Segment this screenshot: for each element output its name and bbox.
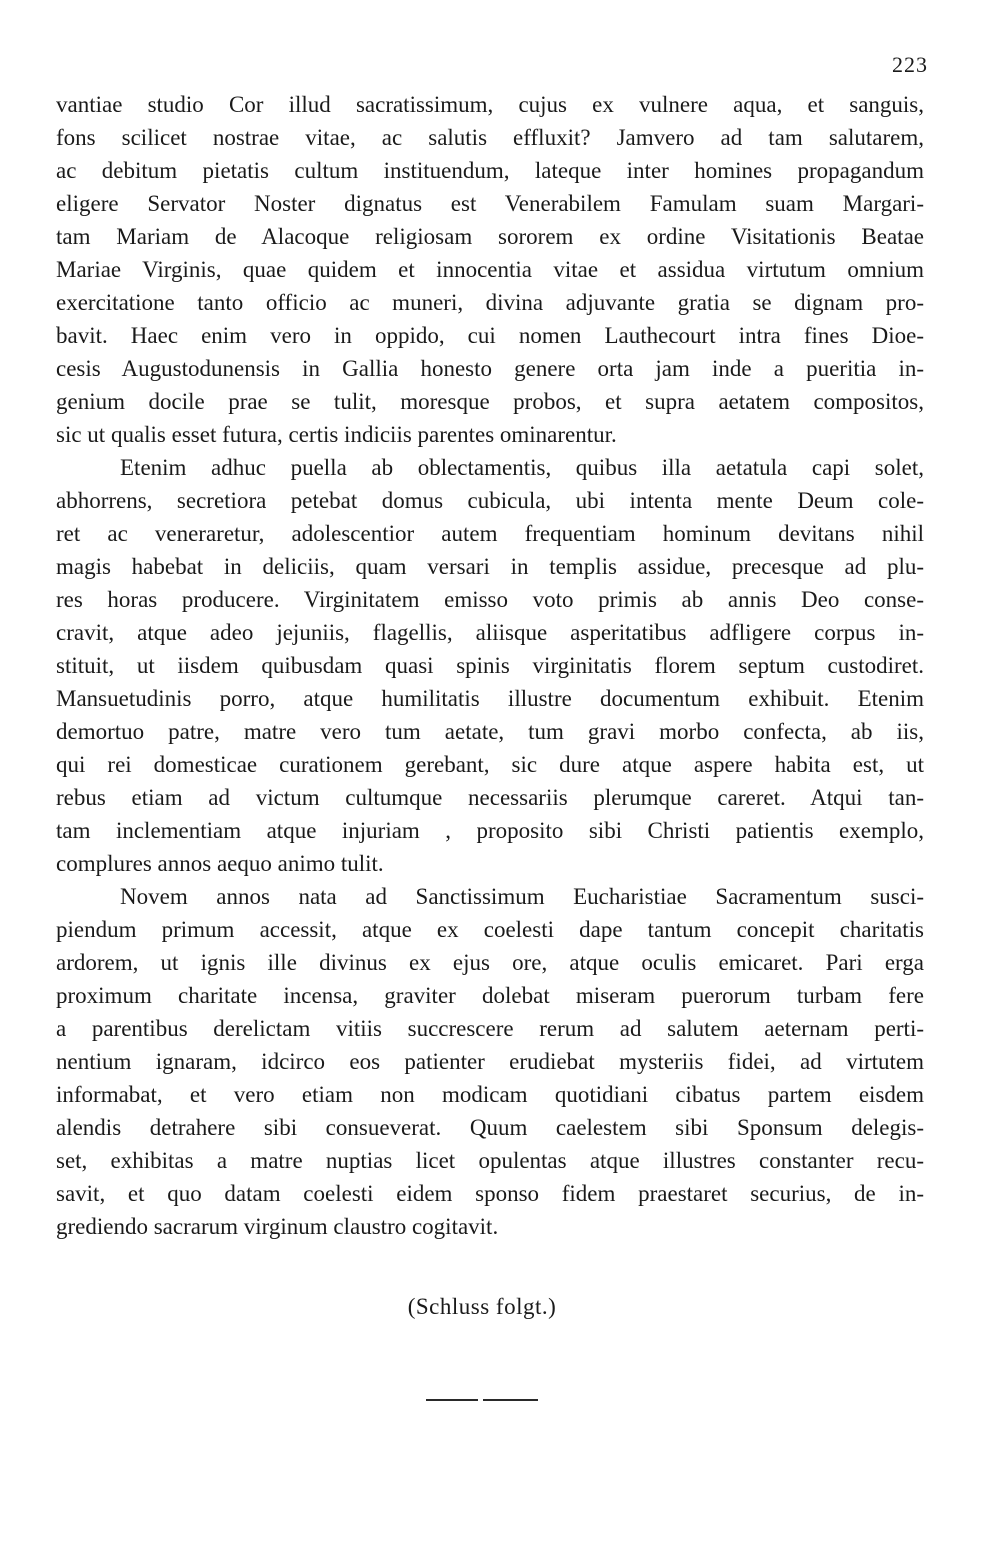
text-line: nentium ignaram, idcirco eos patienter erudiebat mysteriis fidei, ad virtutem [56,1049,924,1074]
text-line: ret ac veneraretur, adolescentior autem frequentiam hominum devitans nihil [56,521,924,546]
paragraph [56,880,924,1243]
text-line: Mansuetudinis porro, atque humilitatis illustre documentum exhibuit. Etenim [56,686,924,711]
text-line: bavit. Haec enim vero in oppido, cui nomen Lauthecourt intra fines Dioe- [56,323,924,348]
text-line: res horas producere. Virginitatem emisso voto primis ab annis Deo conse- [56,587,924,612]
text-line: abhorrens, secretiora petebat domus cubicula, ubi intenta mente Deum cole- [56,488,924,513]
end-rule [426,1399,538,1401]
text-line: savit, et quo datam coelesti eidem sponso fidem praestaret securius, de in- [56,1181,924,1206]
text-line: tam inclementiam atque injuriam , proposito sibi Christi patientis exemplo, [56,818,924,843]
page-number: 223 [892,52,928,77]
text-line: alendis detrahere sibi consueverat. Quum caelestem sibi Sponsum delegis- [56,1115,924,1140]
text-line: a parentibus derelictam vitiis succrescere rerum ad salutem aeternam perti- [56,1016,924,1041]
text-line: eligere Servator Noster dignatus est Venerabilem Famulam suam Margari- [56,191,924,216]
text-line: sic ut qualis esset futura, certis indiciis parentes ominarentur. [56,422,617,447]
text-line: set, exhibitas a matre nuptias licet opulentas atque illustres constanter recu- [56,1148,924,1173]
text-line: grediendo sacrarum virginum claustro cogitavit. [56,1214,499,1239]
text-line: stituit, ut iisdem quibusdam quasi spinis virginitatis florem septum custodiret. [56,653,924,678]
text-line: ac debitum pietatis cultum instituendum, lateque inter homines propagandum [56,158,924,183]
text-line: cravit, atque adeo jejuniis, flagellis, aliisque asperitatibus adfligere corpus in- [56,620,924,645]
text-line: rebus etiam ad victum cultumque necessariis plerumque careret. Atqui tan- [56,785,924,810]
text-line: Etenim adhuc puella ab oblectamentis, quibus illa aetatula capi solet, [120,455,924,480]
text-line: genium docile prae se tulit, moresque probos, et supra aetatem compositos, [56,389,924,414]
paragraph [56,451,924,880]
text-line: magis habebat in deliciis, quam versari in templis assidue, precesque ad plu- [56,554,924,579]
text-line: exercitatione tanto officio ac muneri, divina adjuvante gratia se dignam pro- [56,290,924,315]
text-line: demortuo patre, matre vero tum aetate, tum gravi morbo confecta, ab iis, [56,719,924,744]
text-line: fons scilicet nostrae vitae, ac salutis effluxit? Jamvero ad tam salutarem, [56,125,924,150]
text-line: tam Mariam de Alacoque religiosam sororem ex ordine Visitationis Beatae [56,224,924,249]
body-text [56,88,924,1243]
text-line: vantiae studio Cor illud sacratissimum, cujus ex vulnere aqua, et sanguis, [56,92,924,117]
text-line: proximum charitate incensa, graviter dolebat miseram puerorum turbam fere [56,983,924,1008]
text-line: informabat, et vero etiam non modicam quotidiani cibatus partem eisdem [56,1082,924,1107]
text-line: piendum primum accessit, atque ex coelesti dape tantum concepit charitatis [56,917,924,942]
text-line: cesis Augustodunensis in Gallia honesto genere orta jam inde a pueritia in- [56,356,924,381]
text-line: qui rei domesticae curationem gerebant, sic dure atque aspere habita est, ut [56,752,924,777]
text-line: Mariae Virginis, quae quidem et innocentia vitae et assidua virtutum omnium [56,257,924,282]
text-line: complures annos aequo animo tulit. [56,851,384,876]
continuation-note: (Schluss folgt.) [407,1294,557,1319]
text-line: ardorem, ut ignis ille divinus ex ejus ore, atque oculis emicaret. Pari erga [56,950,924,975]
paragraph [56,88,924,451]
text-line: Novem annos nata ad Sanctissimum Eucharistiae Sacramentum susci- [120,884,924,909]
